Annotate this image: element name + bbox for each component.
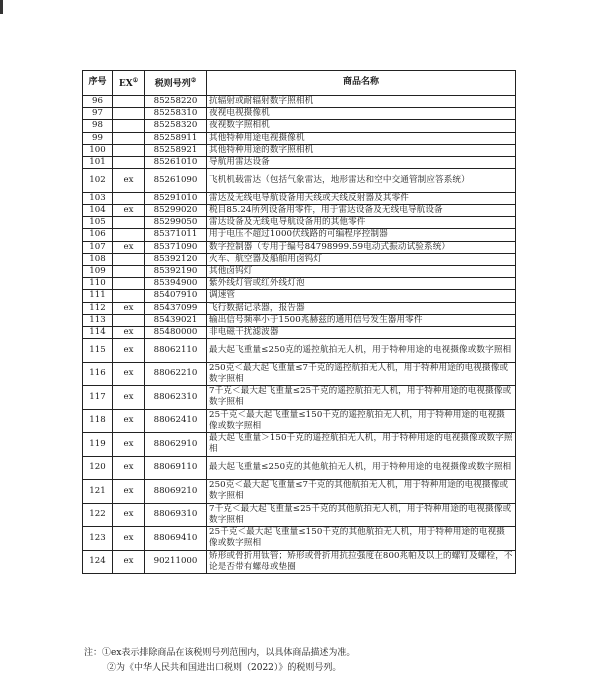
cell-seq: 102 bbox=[83, 169, 113, 193]
cell-ex bbox=[113, 278, 145, 290]
table-row bbox=[83, 204, 516, 216]
cell-seq: 109 bbox=[83, 265, 113, 277]
cell-ex bbox=[113, 192, 145, 204]
cell-code: 88062210 bbox=[145, 362, 207, 386]
cell-ex bbox=[113, 96, 145, 108]
cell-name: 雷达及无线电导航设备用天线或天线反射器及其零件 bbox=[207, 192, 516, 204]
cell-seq: 119 bbox=[83, 433, 113, 457]
cell-name: 25千克＜最大起飞重量≤150千克的遥控航拍无人机，用于特种用途的电视摄像或数字照相 bbox=[207, 409, 516, 433]
table-row bbox=[83, 527, 516, 551]
cell-seq: 106 bbox=[83, 229, 113, 241]
cell-seq: 123 bbox=[83, 527, 113, 551]
cell-seq: 115 bbox=[83, 339, 113, 363]
table-row bbox=[83, 217, 516, 229]
cell-code: 85437099 bbox=[145, 302, 207, 314]
cell-code: 88069410 bbox=[145, 527, 207, 551]
cell-seq: 108 bbox=[83, 253, 113, 265]
table-header-row bbox=[83, 71, 516, 96]
cell-ex: ex bbox=[113, 480, 145, 504]
cell-seq: 110 bbox=[83, 278, 113, 290]
table-row bbox=[83, 192, 516, 204]
cell-ex: ex bbox=[113, 503, 145, 527]
cell-seq: 96 bbox=[83, 96, 113, 108]
table-row bbox=[83, 550, 516, 574]
cell-ex: ex bbox=[113, 386, 145, 410]
cell-code: 85258911 bbox=[145, 132, 207, 144]
cell-name: 输出信号频率小于1500兆赫兹的通用信号发生器用零件 bbox=[207, 314, 516, 326]
cell-code: 85261010 bbox=[145, 157, 207, 169]
cell-name: 其他特种用途电视摄像机 bbox=[207, 132, 516, 144]
cell-seq: 121 bbox=[83, 480, 113, 504]
cell-ex: ex bbox=[113, 339, 145, 363]
cell-seq: 103 bbox=[83, 192, 113, 204]
cell-name: 火车、航空器及船舶用卤钨灯 bbox=[207, 253, 516, 265]
cell-ex bbox=[113, 229, 145, 241]
cell-name: 7千克＜最大起飞重量≤25千克的其他航拍无人机，用于特种用途的电视摄像或数字照相 bbox=[207, 503, 516, 527]
cell-ex: ex bbox=[113, 409, 145, 433]
cell-code: 90211000 bbox=[145, 550, 207, 574]
page-edge-mark bbox=[0, 0, 3, 14]
table-row bbox=[83, 302, 516, 314]
cell-code: 88062110 bbox=[145, 339, 207, 363]
cell-name: 最大起飞重量＞150千克的遥控航拍无人机，用于特种用途的电视摄像或数字照相 bbox=[207, 433, 516, 457]
cell-ex bbox=[113, 144, 145, 156]
cell-seq: 114 bbox=[83, 326, 113, 338]
cell-code: 85258320 bbox=[145, 120, 207, 132]
cell-ex bbox=[113, 290, 145, 302]
cell-seq: 104 bbox=[83, 204, 113, 216]
cell-ex: ex bbox=[113, 527, 145, 551]
cell-name: 用于电压不超过1000伏线路的可编程序控制器 bbox=[207, 229, 516, 241]
table-row bbox=[83, 480, 516, 504]
table-row bbox=[83, 241, 516, 253]
table-row bbox=[83, 339, 516, 363]
cell-code: 88069210 bbox=[145, 480, 207, 504]
cell-code: 85407910 bbox=[145, 290, 207, 302]
cell-name: 夜视数字照相机 bbox=[207, 120, 516, 132]
cell-code: 85392120 bbox=[145, 253, 207, 265]
cell-seq: 100 bbox=[83, 144, 113, 156]
cell-ex: ex bbox=[113, 326, 145, 338]
cell-name: 抗辐射或耐辐射数字照相机 bbox=[207, 96, 516, 108]
cell-ex: ex bbox=[113, 169, 145, 193]
cell-ex: ex bbox=[113, 456, 145, 480]
cell-name: 飞行数据记录器，报告器 bbox=[207, 302, 516, 314]
cell-seq: 124 bbox=[83, 550, 113, 574]
cell-code: 88069110 bbox=[145, 456, 207, 480]
cell-ex bbox=[113, 132, 145, 144]
cell-name: 最大起飞重量≤250克的其他航拍无人机，用于特种用途的电视摄像或数字照相 bbox=[207, 456, 516, 480]
cell-code: 85299020 bbox=[145, 204, 207, 216]
cell-seq: 101 bbox=[83, 157, 113, 169]
cell-ex: ex bbox=[113, 362, 145, 386]
cell-code: 85258921 bbox=[145, 144, 207, 156]
cell-seq: 107 bbox=[83, 241, 113, 253]
cell-code: 85392190 bbox=[145, 265, 207, 277]
table-body bbox=[83, 96, 516, 574]
cell-name: 飞机机载雷达（包括气象雷达，地形雷达和空中交通管制应答系统） bbox=[207, 169, 516, 193]
cell-name: 25千克＜最大起飞重量≤150千克的其他航拍无人机，用于特种用途的电视摄像或数字照相 bbox=[207, 527, 516, 551]
table-row bbox=[83, 229, 516, 241]
cell-ex: ex bbox=[113, 433, 145, 457]
cell-seq: 112 bbox=[83, 302, 113, 314]
footnote-2: ②为《中华人民共和国进出口税则（2022）》的税则号列。 bbox=[107, 663, 342, 673]
cell-code: 85480000 bbox=[145, 326, 207, 338]
cell-ex bbox=[113, 120, 145, 132]
header-ex: EX① bbox=[113, 71, 145, 96]
table-row bbox=[83, 144, 516, 156]
cell-ex bbox=[113, 265, 145, 277]
cell-seq: 99 bbox=[83, 132, 113, 144]
table-row bbox=[83, 326, 516, 338]
cell-ex bbox=[113, 253, 145, 265]
header-code: 税则号列② bbox=[145, 71, 207, 96]
cell-name: 夜视电视摄像机 bbox=[207, 108, 516, 120]
cell-seq: 117 bbox=[83, 386, 113, 410]
cell-seq: 98 bbox=[83, 120, 113, 132]
table-row bbox=[83, 108, 516, 120]
cell-ex: ex bbox=[113, 241, 145, 253]
table-row bbox=[83, 132, 516, 144]
cell-seq: 116 bbox=[83, 362, 113, 386]
cell-name: 非电磁干扰滤波器 bbox=[207, 326, 516, 338]
table-row bbox=[83, 456, 516, 480]
cell-name: 250克＜最大起飞重量≤7千克的其他航拍无人机，用于特种用途的电视摄像或数字照相 bbox=[207, 480, 516, 504]
cell-name: 导航用雷达设备 bbox=[207, 157, 516, 169]
cell-seq: 118 bbox=[83, 409, 113, 433]
cell-name: 250克＜最大起飞重量≤7千克的遥控航拍无人机，用于特种用途的电视摄像或数字照相 bbox=[207, 362, 516, 386]
cell-code: 88062410 bbox=[145, 409, 207, 433]
cell-code: 85258310 bbox=[145, 108, 207, 120]
cell-name: 紫外线灯管或红外线灯泡 bbox=[207, 278, 516, 290]
cell-seq: 105 bbox=[83, 217, 113, 229]
goods-table bbox=[82, 70, 516, 574]
cell-name: 雷达设备及无线电导航设备用的其他零件 bbox=[207, 217, 516, 229]
cell-code: 88062910 bbox=[145, 433, 207, 457]
cell-code: 85371011 bbox=[145, 229, 207, 241]
cell-name: 税目85.24所列设备用零件，用于雷达设备及无线电导航设备 bbox=[207, 204, 516, 216]
cell-seq: 97 bbox=[83, 108, 113, 120]
table-row bbox=[83, 503, 516, 527]
table-row bbox=[83, 409, 516, 433]
table-row bbox=[83, 433, 516, 457]
table-row bbox=[83, 362, 516, 386]
cell-ex: ex bbox=[113, 550, 145, 574]
cell-name: 其他特种用途的数字照相机 bbox=[207, 144, 516, 156]
cell-code: 85371090 bbox=[145, 241, 207, 253]
table-row bbox=[83, 120, 516, 132]
table-row bbox=[83, 157, 516, 169]
header-name: 商品名称 bbox=[207, 71, 516, 96]
table-row bbox=[83, 169, 516, 193]
cell-code: 85261090 bbox=[145, 169, 207, 193]
table-row bbox=[83, 386, 516, 410]
cell-code: 88069310 bbox=[145, 503, 207, 527]
cell-seq: 122 bbox=[83, 503, 113, 527]
cell-code: 85299050 bbox=[145, 217, 207, 229]
table-row bbox=[83, 96, 516, 108]
table-row bbox=[83, 253, 516, 265]
footnote-1: 注：①ex表示排除商品在该税则号列范围内，以具体商品描述为准。 bbox=[84, 648, 356, 658]
cell-name: 调速管 bbox=[207, 290, 516, 302]
header-seq: 序号 bbox=[83, 71, 113, 96]
cell-name: 矫形或骨折用钛管；矫形或骨折用抗拉强度在800兆帕及以上的螺钉及螺栓，不论是否带有螺母或垫圈 bbox=[207, 550, 516, 574]
cell-seq: 113 bbox=[83, 314, 113, 326]
cell-name: 其他卤钨灯 bbox=[207, 265, 516, 277]
table-row bbox=[83, 278, 516, 290]
cell-ex: ex bbox=[113, 302, 145, 314]
cell-seq: 120 bbox=[83, 456, 113, 480]
cell-name: 最大起飞重量≤250克的遥控航拍无人机，用于特种用途的电视摄像或数字照相 bbox=[207, 339, 516, 363]
table-row bbox=[83, 265, 516, 277]
cell-code: 85258220 bbox=[145, 96, 207, 108]
cell-code: 85291010 bbox=[145, 192, 207, 204]
cell-ex bbox=[113, 217, 145, 229]
cell-code: 85394900 bbox=[145, 278, 207, 290]
cell-name: 7千克＜最大起飞重量≤25千克的遥控航拍无人机，用于特种用途的电视摄像或数字照相 bbox=[207, 386, 516, 410]
cell-ex bbox=[113, 108, 145, 120]
cell-name: 数字控制器（专用于编号84798999.59电动式振动试验系统） bbox=[207, 241, 516, 253]
cell-code: 85439021 bbox=[145, 314, 207, 326]
cell-ex bbox=[113, 157, 145, 169]
cell-ex: ex bbox=[113, 204, 145, 216]
cell-code: 88062310 bbox=[145, 386, 207, 410]
footnotes bbox=[84, 646, 355, 676]
table-row bbox=[83, 314, 516, 326]
cell-ex bbox=[113, 314, 145, 326]
table-row bbox=[83, 290, 516, 302]
cell-seq: 111 bbox=[83, 290, 113, 302]
